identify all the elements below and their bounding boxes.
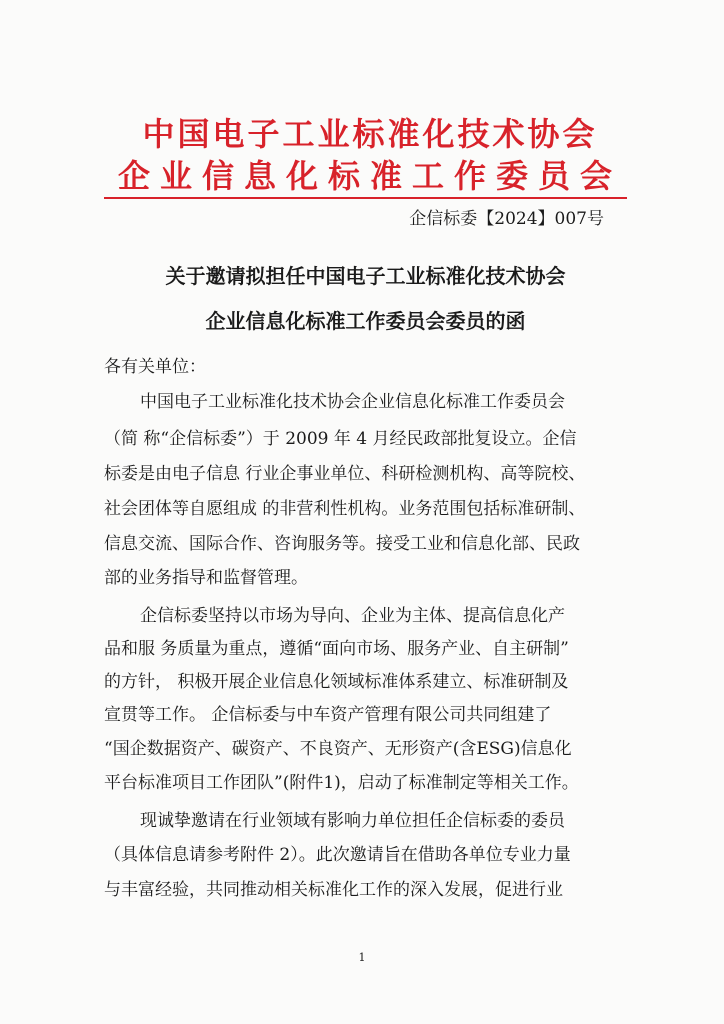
body-line: 品和服 务质量为重点，遵循“面向市场、服务产业、自主研制” [104, 639, 569, 659]
body-line: 的方针， 积极开展企业信息化领域标准体系建立、标准研制及 [104, 672, 569, 692]
document-number: 企信标委【2024】007号 [409, 209, 604, 229]
body-line: 企信标委坚持以市场为导向、企业为主体、提高信息化产 [140, 606, 565, 626]
body-line: 现诚挚邀请在行业领域有影响力单位担任企信标委的委员 [140, 811, 565, 831]
org-header-line1: 中国电子工业标准化技术协会 [142, 115, 598, 153]
body-line: 标委是由电子信息 行业企事业单位、科研检测机构、高等院校、 [104, 464, 586, 484]
body-line: （具体信息请参考附件 2）。此次邀请旨在借助各单位专业力量 [104, 845, 571, 865]
body-line: 社会团体等自愿组成 的非营利性机构。业务范围包括标准研制、 [104, 499, 586, 519]
salutation: 各有关单位： [104, 357, 206, 377]
red-divider [104, 197, 627, 199]
body-line: “国企数据资产、碳资产、不良资产、无形资产(含ESG)信息化 [104, 739, 572, 759]
page-number: 1 [358, 951, 366, 964]
body-line: （简 称“企信标委”）于 2009 年 4 月经民政部批复设立。企信 [104, 429, 577, 449]
body-line: 平台标准项目工作团队”(附件1)，启动了标准制定等相关工作。 [104, 773, 579, 793]
body-line: 宣贯等工作。 企信标委与中车资产管理有限公司共同组建了 [104, 705, 552, 725]
org-header-line2: 企业信息化标准工作委员会 [117, 157, 622, 195]
letter-title-line1: 关于邀请拟担任中国电子工业标准化技术协会 [165, 264, 566, 288]
body-line: 中国电子工业标准化技术协会企业信息化标准工作委员会 [140, 392, 565, 412]
body-line: 信息交流、国际合作、咨询服务等。接受工业和信息化部、民政 [104, 534, 580, 554]
body-line: 部的业务指导和监督管理。 [104, 568, 308, 588]
body-line: 与丰富经验，共同推动相关标准化工作的深入发展，促进行业 [104, 880, 563, 900]
letter-title-line2: 企业信息化标准工作委员会委员的函 [205, 309, 526, 333]
